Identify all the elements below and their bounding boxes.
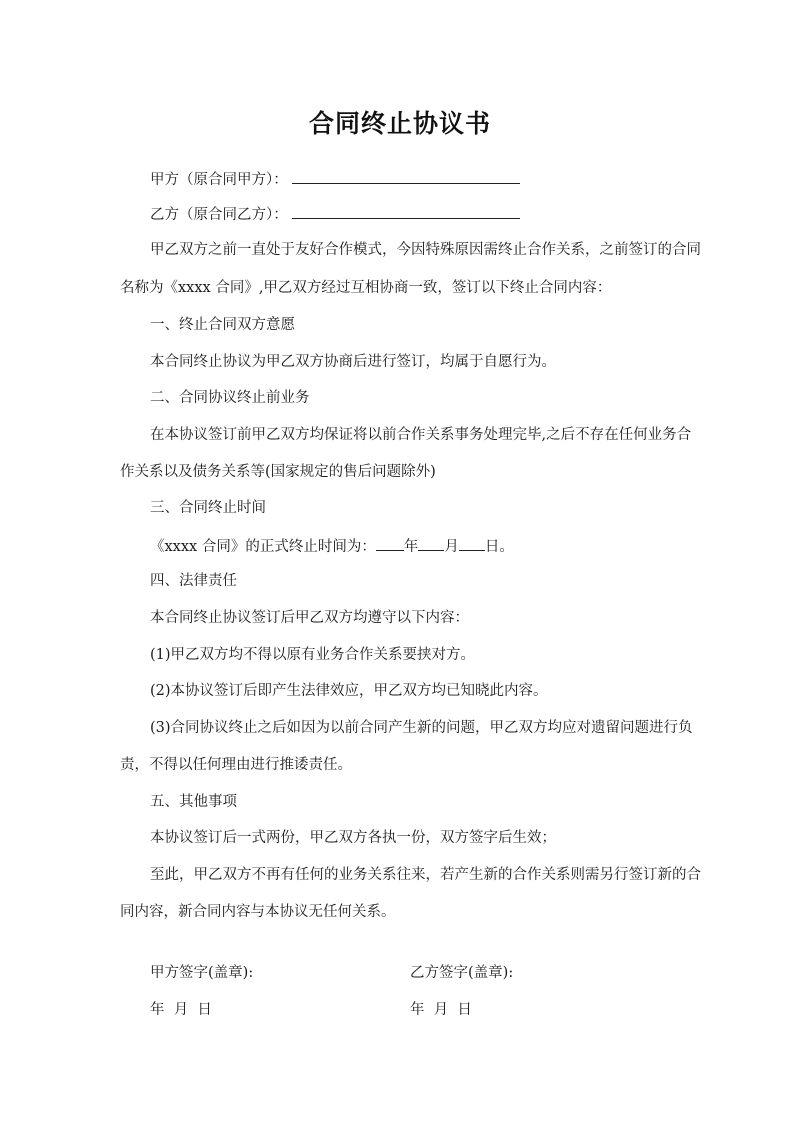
intro-line-2: 名称为《xxxx 合同》,甲乙双方经过互相协商一致，签订以下终止合同内容： [120, 280, 612, 296]
section-2-body-line-2: 作关系以及债务关系等(国家规定的售后问题除外) [120, 464, 436, 480]
section-4-intro: 本合同终止协议签订后甲乙双方均遵守以下内容： [150, 610, 469, 626]
party-b-line [150, 203, 520, 225]
month-blank [418, 535, 444, 551]
section-5-body-1: 本协议签订后一式两份，甲乙双方各执一份，双方签字后生效； [150, 830, 556, 846]
section-1-body: 本合同终止协议为甲乙双方协商后进行签订，均属于自愿行为。 [150, 354, 556, 370]
section-3-heading: 三、合同终止时间 [150, 500, 266, 516]
day-label: 日。 [484, 539, 514, 555]
day-blank [459, 535, 485, 551]
section-5-body-2-line-1: 至此，甲乙双方不再有任何的业务关系往来，若产生新的合作关系则需另行签订新的合 [150, 867, 701, 883]
party-b-label: 乙方（原合同乙方）： [150, 207, 288, 223]
year-blank [376, 535, 404, 551]
section-2-body-line-1: 在本协议签订前甲乙双方均保证将以前合作关系事务处理完毕,之后不存在任何业务合 [150, 427, 692, 443]
section-5-heading: 五、其他事项 [150, 794, 237, 810]
intro-line-1: 甲乙双方之前一直处于友好合作模式，今因特殊原因需终止合作关系，之前签订的合同 [150, 242, 701, 258]
party-a-label: 甲方（原合同甲方）： [150, 172, 288, 188]
section-4-item-1: (1)甲乙双方均不得以原有业务合作关系要挟对方。 [150, 647, 476, 663]
year-label: 年 [403, 539, 419, 555]
section-1-heading: 一、终止合同双方意愿 [150, 317, 295, 333]
party-b-signature-date: 年 月 日 [410, 1002, 472, 1018]
section-4-heading: 四、法律责任 [150, 573, 237, 589]
party-a-line [150, 168, 520, 190]
party-a-signature-date: 年 月 日 [150, 1002, 212, 1018]
party-a-blank [292, 168, 520, 184]
section-2-heading: 二、合同协议终止前业务 [150, 390, 310, 406]
section-4-item-3-line-2: 责，不得以任何理由进行推诿责任。 [120, 757, 352, 773]
document-title: 合同终止协议书 [308, 109, 491, 138]
section-4-item-3-line-1: (3)合同协议终止之后如因为以前合同产生新的问题，甲乙双方均应对遗留问题进行负 [150, 720, 693, 736]
section-3-body [150, 535, 514, 557]
termination-date-prefix: 《xxxx 合同》的正式终止时间为： [150, 539, 376, 555]
section-4-item-2: (2)本协议签订后即产生法律效应，甲乙双方均已知晓此内容。 [150, 683, 548, 699]
party-a-signature-label: 甲方签字(盖章): [150, 965, 254, 981]
month-label: 月 [444, 539, 459, 555]
section-5-body-2-line-2: 同内容，新合同内容与本协议无任何关系。 [120, 904, 396, 920]
party-b-blank [292, 203, 520, 219]
party-b-signature-label: 乙方签字(盖章): [410, 965, 514, 981]
